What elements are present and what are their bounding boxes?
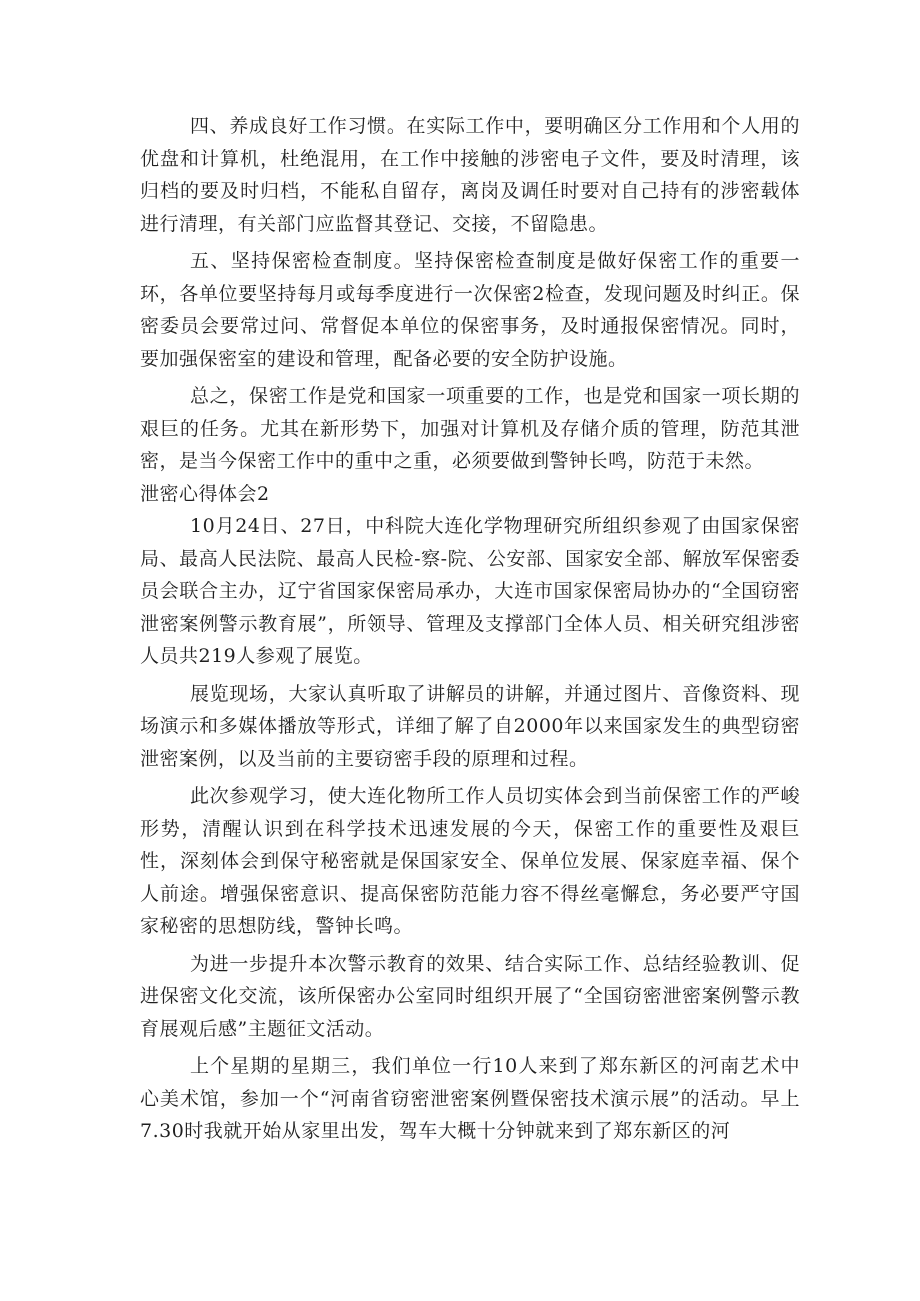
- paragraph-inspection: 五、坚持保密检查制度。坚持保密检查制度是做好保密工作的重要一环，各单位要坚持每月或每季度进行一次保密2检查，发现问题及时纠正。保密委员会要常过问、常督促本单位的保密事务，及时通报保密情况。同时，要加强保密室的建设和管理，配备必要的安全防护设施。: [140, 250, 800, 370]
- paragraph-henan-visit: 上个星期的星期三，我们单位一行10人来到了郑东新区的河南艺术中心美术馆，参加一个“河南省窃密泄密案例暨保密技术演示展”的活动。早上7.30时我就开始从家里出发，驾车大概十分钟就来到了郑东新区的河: [140, 1055, 800, 1142]
- paragraph-habits: 四、养成良好工作习惯。在实际工作中，要明确区分工作用和个人用的优盘和计算机，杜绝混用，在工作中接触的涉密电子文件，要及时清理，该归档的要及时归档，不能私自留存，离岗及调任时要对自己持有的涉密载体进行清理，有关部门应监督其登记、交接，不留隐患。: [140, 115, 800, 235]
- paragraph-exhibition-scene: 展览现场，大家认真听取了讲解员的讲解，并通过图片、音像资料、现场演示和多媒体播放等形式，详细了解了自2000年以来国家发生的典型窃密泄密案例，以及当前的主要窃密手段的原理和过程。: [140, 682, 800, 770]
- paragraph-conclusion: 总之，保密工作是党和国家一项重要的工作，也是党和国家一项长期的艰巨的任务。尤其在新形势下，加强对计算机及存储介质的管理，防范其泄密，是当今保密工作中的重中之重，必须要做到警钟长鸣，防范于未然。: [140, 385, 800, 472]
- paragraph-exhibition-visit: 10月24日、27日，中科院大连化学物理研究所组织参观了由国家保密局、最高人民法院、最高人民检-察-院、公安部、国家安全部、解放军保密委员会联合主办，辽宁省国家保密局承办，大连市国家保密局协办的“全国窃密泄密案例警示教育展”，所领导、管理及支撑部门全体人员、相关研究组涉密人员共219人参观了展览。: [140, 515, 800, 667]
- section-heading: 泄密心得体会2: [140, 482, 270, 505]
- paragraph-essay-activity: 为进一步提升本次警示教育的效果、结合实际工作、总结经验教训、促进保密文化交流，该所保密办公室同时组织开展了“全国窃密泄密案例警示教育展观后感”主题征文活动。: [140, 952, 800, 1040]
- paragraph-study-effect: 此次参观学习，使大连化物所工作人员切实体会到当前保密工作的严峻形势，清醒认识到在科学技术迅速发展的今天，保密工作的重要性及艰巨性，深刻体会到保守秘密就是保国家安全、保单位发展、保家庭幸福、保个人前途。增强保密意识、提高保密防范能力容不得丝毫懈怠，务必要严守国家秘密的思想防线，警钟长鸣。: [140, 785, 800, 937]
- document-body: [140, 110, 800, 1148]
